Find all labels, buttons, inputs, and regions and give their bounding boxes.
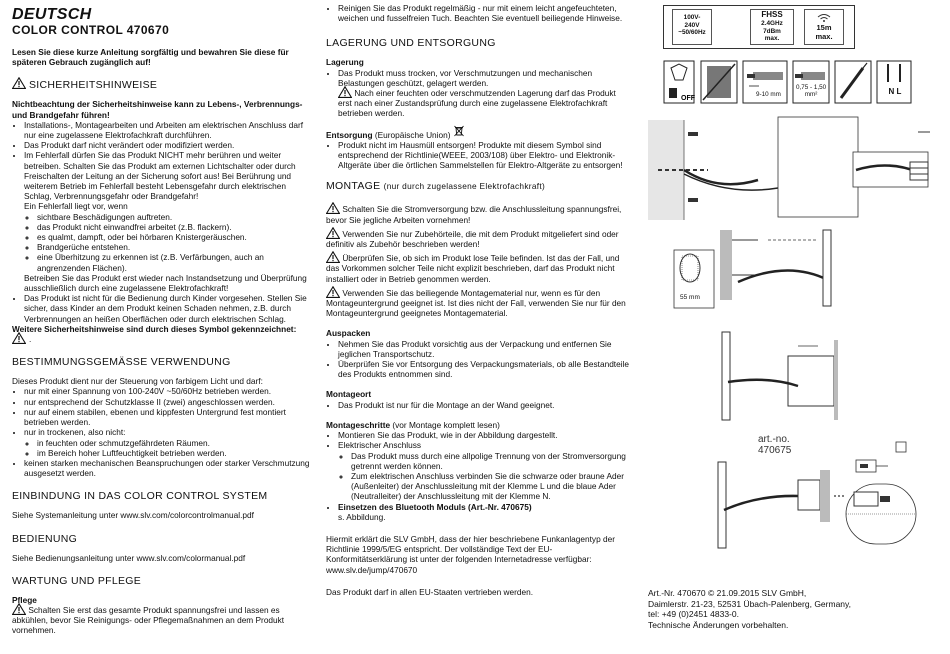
safety-list [12,120,310,324]
list-item: ◦ im Bereich hoher Luftfeuchtigkeit betrieben werden. [37,448,310,458]
fault-outro: Betreiben Sie das Produkt erst wieder nach Instandsetzung und Überprüfung ausschließlich durch eine zugelassene Elektrofachkraft! [24,272,307,294]
lead-text: Lesen Sie diese kurze Anleitung sorgfältig und bewahren Sie diese für späteren Gebrauch zugänglich auf! [12,47,289,68]
further-notice: Weitere Sicherheitshinweise sind durch dieses Symbol gekennzeichnet: [12,323,297,334]
list-item: • Installations-, Montagearbeiten und Arbeiten am elektrischen Anschluss darf nur eine zugelassene Elektrofachkraft durchführen. [24,120,310,140]
unpack-heading: Auspacken [326,328,371,339]
list-item: • Das Produkt ist nicht für die Bedienung durch Kinder vorgesehen. Stellen Sie sicher, dass Kinder an dem Produkt keinen Schaden nehmen, z.B. durch Verbrennungen an heißen Oberflächen oder durch elektrischen Schlag. [24,293,310,324]
list-item: ◦ eine Überhitzung zu erkennen ist (z.B. Verfärbungen, auch an angrenzenden Flächen). [37,252,310,272]
care-heading: Pflege [12,594,37,605]
list-item: • Das Produkt darf nicht verändert oder modifiziert werden. [24,140,310,150]
disposal-heading: Entsorgung (Europäische Union) [326,125,631,140]
illustration-column [648,0,940,654]
list-item: • Das Produkt muss trocken, vor Verschmutzungen und mechanischen Belastungen geschützt, gelagert werden. [338,68,631,88]
use-list [12,386,310,478]
range-box: 15m max. [804,9,844,45]
strip-label: 9-10 mm [756,91,781,98]
radio-box: FHSS 2.4GHz 7dBm max. [750,9,794,45]
depth-label: 55 mm [680,294,700,301]
list-item: ◦ es qualmt, dampft, oder bei hörbaren Knistergeräuschen. [37,232,310,242]
mount-depth-drawing [648,220,940,320]
art-number-label: art.-no. 470675 [758,434,792,456]
list-item: ◦ Das Produkt muss durch eine allpolige Trennung von der Stromversorgung getrennt werden können. [351,451,631,471]
list-item: • Das Produkt ist nur für die Montage an der Wand geeignet. [338,400,631,410]
screwdriver-icon [835,61,871,103]
list-item: • nur entsprechend der Schutzklasse II (zwei) angeschlossen werden. [24,397,310,407]
disposal-list [326,140,631,171]
further-symbol: . [12,334,310,344]
montage-warning-4: Verwenden Sie das beiliegende Montagematerial nur, wenn es für den Montageuntergrund geeignet ist. Ist dies nicht der Fall, verwenden Sie nur für den Montageuntergrund geeignetes Montagematerial. [326,287,626,319]
warning-icon [326,227,340,239]
clean-list [326,3,631,23]
steps-sub-list [338,451,631,502]
terminal-label: N L [888,87,902,96]
use-sub-list [24,438,310,458]
storage-heading: LAGERUNG UND ENTSORGUNG [326,37,496,50]
use-heading: BESTIMMUNGSGEMÄSSE VERWENDUNG [12,356,231,369]
list-item: ◦ Zum elektrischen Anschluss verbinden Sie die schwarze oder braune Ader (Außenleiter) der Anschlussleitung mit der Klemme L und die blaue Ader (Neutralleiter) der Anschlussleitung mit der Klemme N. [351,471,631,502]
steps-list [326,430,631,512]
storage-warning: Nach einer feuchten oder verschmutzenden Lagerung darf das Produkt erst nach einer Zustandsprüfung durch eine zugelassene Elektrofachkraft betrieben werden. [338,88,616,119]
wall-mount-drawing [648,112,940,222]
warning-icon [338,86,352,98]
montage-heading: MONTAGE (nur durch zugelassene Elektrofachkraft) [326,180,546,193]
maintenance-heading: WARTUNG UND PFLEGE [12,574,142,587]
language-title: DEUTSCH [12,6,92,23]
list-item: ◦ das Produkt nicht einwandfrei arbeitet (z.B. flackern). [37,222,310,232]
use-intro: Dieses Produkt dient nur der Steuerung von farbigem Licht und darf: [12,376,263,387]
montage-warning-3: Überprüfen Sie, ob sich im Produkt lose Teile befinden. Ist das der Fall, und das Vorkommen solcher Teile nicht explizit beschrieben, darf das Produkt nicht installiert oder in Betrieb genommen werden. [326,253,620,284]
warning-icon [12,77,26,89]
unpack-list [326,339,631,380]
storage-list [326,68,631,88]
no-moisture-icon [701,61,737,103]
safety-title: SICHERHEITSHINWEISE [29,79,158,92]
imprint-line: Daimlerstr. 21-23, 52531 Übach-Palenberg, Germany, [648,598,851,609]
fault-list [24,212,310,273]
waste-bin-icon [453,125,465,137]
place-list [326,400,631,410]
safety-heading [12,79,310,91]
product-title: COLOR CONTROL 470670 [12,23,170,37]
imprint-line: tel: +49 (0)2451 4833-0. [648,609,739,619]
warning-icon [326,286,340,298]
place-heading: Montageort [326,389,372,400]
list-item: • Nehmen Sie das Produkt vorsichtig aus der Verpackung und entfernen Sie jeglichen Transportschutz. [338,339,631,359]
montage-warning-2: Verwenden Sie nur Zubehörteile, die mit dem Produkt mitgeliefert sind oder definitiv als Zubehör beschrieben werden! [326,228,619,250]
imprint [648,588,851,630]
bt-note: s. Abbildung. [338,511,386,522]
list-item: ◦ Brandgerüche entstehen. [37,242,310,252]
imprint-line: Art.-Nr. 470670 © 21.09.2015 SLV GmbH, [648,588,807,598]
eu-text: Das Produkt darf in allen EU-Staaten vertrieben werden. [326,586,534,597]
list-item: • Im Fehlerfall dürfen Sie das Produkt NICHT mehr berühren und weiter betreiben. Schalten Sie das Produkt am externen Lichtschalter oder durch Freischalten der Leitung an der Sicherung sofort aus! Bei Berührung und weiterem Betrieb im Fehlerfall besteht Lebensgefahr durch elektrischen Schlag, Verbrennungsgefahr oder Brandgefahr! Ein Fehlerfall liegt vor, wenn ◦ sichtbare Beschädigungen auftreten. ◦ das Produkt nicht einwandfrei arbeitet (z.B. flackern). ◦ es qualmt, dampft, oder bei hörbaren Knistergeräuschen. ◦ Brandgerüche entstehen. ◦ eine Überhitzung zu erkennen ist (z.B. Verfärbungen, auch an angrenzenden Flächen). Betreiben Sie das Produkt erst wieder nach Instandsetzung und Überprüfung ausschließlich durch eine zugelassene Elektrofachkraft! [24,150,310,293]
list-item: • Produkt nicht im Hausmüll entsorgen! Produkte mit diesem Symbol sind entsprechend der Richtlinie(WEEE, 2003/108) über Elektro- und Elektronik-Altgeräte über die örtlichen Sammelstellen für Elektro-Altgeräte zu entsorgen! [338,140,631,171]
warning-icon [326,202,340,214]
list-item: ◦ sichtbare Beschädigungen auftreten. [37,212,310,222]
safety-bold: Nichtbeachtung der Sicherheitshinweise kann zu Lebens-, Verbrennungs- und Brandgefahr führen! [12,99,303,120]
imprint-line: Technische Änderungen vorbehalten. [648,619,789,630]
list-item: ◦ in feuchten oder schmutzgefährdeten Räumen. [37,438,310,448]
operation-text: Siehe Bedienungsanleitung unter www.slv.com/colormanual.pdf [12,552,246,563]
warning-icon [12,332,26,344]
off-label: OFF [681,95,695,102]
storage-sub: Lagerung [326,57,364,68]
list-item: • Überprüfen Sie vor Entsorgung des Verpackungsmaterials, ob alle Bestandteile des Produkts entnommen sind. [338,359,631,379]
column-middle [326,0,631,597]
list-item: • Elektrischer Anschluss ◦ Das Produkt muss durch eine allpolige Trennung von der Stromversorgung getrennt werden können. ◦ Zum elektrischen Anschluss verbinden Sie die schwarze oder braune Ader (Außenleiter) der Anschlussleitung mit der Klemme L und die blaue Ader (Neutralleiter) der Anschlussleitung mit der Klemme N. [338,440,631,501]
list-item: • keinen starken mechanischen Beanspruchungen oder starker Verschmutzung ausgesetzt werden. [24,458,310,478]
wall-box-drawing [648,326,940,426]
voltage-box: 100V- 240V ~50/60Hz [672,9,712,45]
list-item: • Reinigen Sie das Produkt regelmäßig - nur mit einem leicht angefeuchteten, weichen und fusselfreien Tuch. Beachten Sie eventuell beiliegende Hinweise. [338,3,631,23]
operation-heading: BEDIENUNG [12,532,78,545]
bluetooth-module-drawing [648,440,940,552]
fault-intro: Ein Fehlerfall liegt vor, wenn [24,201,128,212]
spec-box [663,5,855,49]
list-item: • nur auf einem stabilen, ebenen und kippfesten Untergrund fest montiert betrieben werden. [24,407,310,427]
montage-warning-1: Schalten Sie die Stromversorgung bzw. die Anschlussleitung spannungsfrei, bevor Sie jegliche Arbeiten vornehmen! [326,204,622,225]
steps-heading: Montageschritte (vor Montage komplett lesen) [326,419,500,430]
wifi-icon [805,11,843,23]
terminal-icon [876,60,912,106]
list-item: • nur mit einer Spannung von 100-240V ~50/60Hz betrieben werden. [24,386,310,396]
warning-icon [326,251,340,263]
warning-icon [12,603,26,615]
care-text: Schalten Sie erst das gesamte Produkt spannungsfrei und lassen es abkühlen, bevor Sie Reinigungs- oder Pflegemaßnahmen an dem Produkt vornehmen. [12,604,285,636]
system-text: Siehe Systemanleitung unter www.slv.com/colorcontrolmanual.pdf [12,510,254,521]
list-item: • Montieren Sie das Produkt, wie in der Abbildung dargestellt. [338,430,631,440]
column-left [12,0,310,636]
list-item: • Einsetzen des Bluetooth Moduls (Art.-Nr. 470675) [338,502,631,512]
wire-label: 0,75 - 1,50 mm² [796,84,827,98]
conformity-text: Hiermit erklärt die SLV GmbH, dass der hier beschriebene Funkanlagentyp der Richtlinie 1999/5/EG entspricht. Der vollständige Text der EU-Konformitätserklärung ist unter der folgenden Internetadresse verfügbar: www.slv.de/jump/470670 [326,533,615,575]
list-item: • nur in trockenen, also nicht: ◦ in feuchten oder schmutzgefährdeten Räumen. ◦ im Bereich hoher Luftfeuchtigkeit betrieben werden. [24,427,310,458]
system-heading: EINBINDUNG IN DAS COLOR CONTROL SYSTEM [12,490,268,503]
